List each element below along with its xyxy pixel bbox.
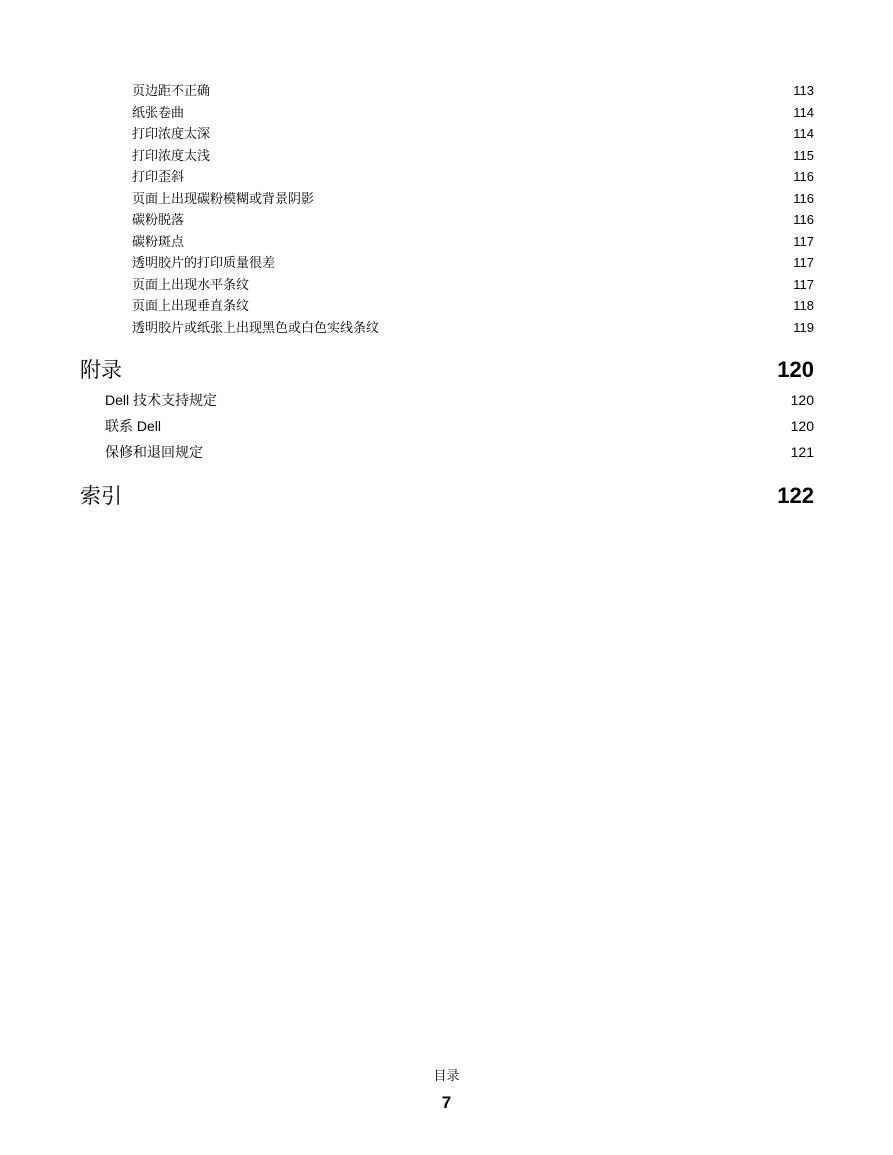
toc-entry[interactable] — [132, 317, 814, 338]
toc-entry-page: 117 — [793, 276, 814, 292]
toc-entry[interactable] — [132, 231, 814, 252]
toc-entry-label: 页边距不正确 — [132, 84, 211, 99]
toc-entry-page: 115 — [793, 147, 814, 163]
toc-entry[interactable] — [132, 188, 814, 209]
toc-entry-label: 打印浓度太浅 — [132, 148, 211, 164]
toc-entry-page: 114 — [793, 126, 814, 141]
footer-section-title: 目录 — [433, 1069, 460, 1084]
toc-section-label: 保修和退回规定 — [105, 444, 203, 460]
toc-entry[interactable] — [132, 252, 814, 273]
toc-entry-page: 117 — [793, 255, 814, 270]
toc-entry[interactable] — [132, 123, 814, 144]
toc-entry-label: 纸张卷曲 — [132, 105, 185, 121]
toc-entry[interactable] — [132, 102, 814, 123]
toc-entry-page: 116 — [793, 212, 814, 227]
toc-entry-label: 页面上出现垂直条纹 — [132, 299, 250, 314]
toc-entry-page: 113 — [793, 83, 814, 98]
toc-chapter-page: 120 — [777, 357, 814, 382]
toc-entry-label: 打印浓度太深 — [132, 127, 211, 142]
toc-entry-label: 透明胶片的打印质量很差 — [132, 256, 276, 271]
footer-page-number: 7 — [441, 1093, 452, 1112]
toc-section[interactable] — [105, 440, 814, 464]
toc-entry[interactable] — [132, 166, 814, 187]
toc-chapter-appendix[interactable] — [80, 354, 814, 386]
toc-entry[interactable] — [132, 80, 814, 101]
toc-section[interactable] — [105, 388, 814, 412]
toc-entry-label: 碳粉脱落 — [132, 213, 185, 228]
toc-section[interactable] — [105, 414, 814, 438]
toc-entry[interactable] — [132, 145, 814, 166]
toc-entry-page: 116 — [793, 169, 814, 184]
toc-entry-label: 打印歪斜 — [132, 170, 185, 185]
toc-entry[interactable] — [132, 274, 814, 295]
toc-chapter-label: 索引 — [80, 484, 122, 508]
toc-section-page: 120 — [790, 418, 814, 434]
toc-section-page: 120 — [790, 392, 814, 408]
toc-entry-page: 118 — [793, 298, 814, 313]
toc-entry-label: 页面上出现碳粉模糊或背景阴影 — [132, 191, 315, 207]
toc-entry-label: 页面上出现水平条纹 — [132, 277, 250, 293]
toc-chapter-label: 附录 — [80, 358, 122, 382]
toc-section-label: 联系 Dell — [105, 418, 162, 434]
toc-chapter-page: 122 — [777, 483, 814, 508]
toc-chapter-index[interactable] — [80, 480, 814, 512]
toc-entry-page: 119 — [793, 319, 814, 335]
toc-entry-label: 透明胶片或纸张上出现黑色或白色实线条纹 — [132, 320, 380, 336]
toc-section-page: 121 — [790, 444, 814, 460]
toc-entry-label: 碳粉斑点 — [132, 234, 185, 250]
toc-section-label: Dell 技术支持规定 — [105, 392, 218, 408]
toc-entry-page: 114 — [793, 104, 814, 120]
toc-entry[interactable] — [132, 209, 814, 230]
toc-entry-page: 116 — [793, 190, 814, 206]
toc-entry[interactable] — [132, 295, 814, 316]
toc-entry-page: 117 — [793, 233, 814, 249]
